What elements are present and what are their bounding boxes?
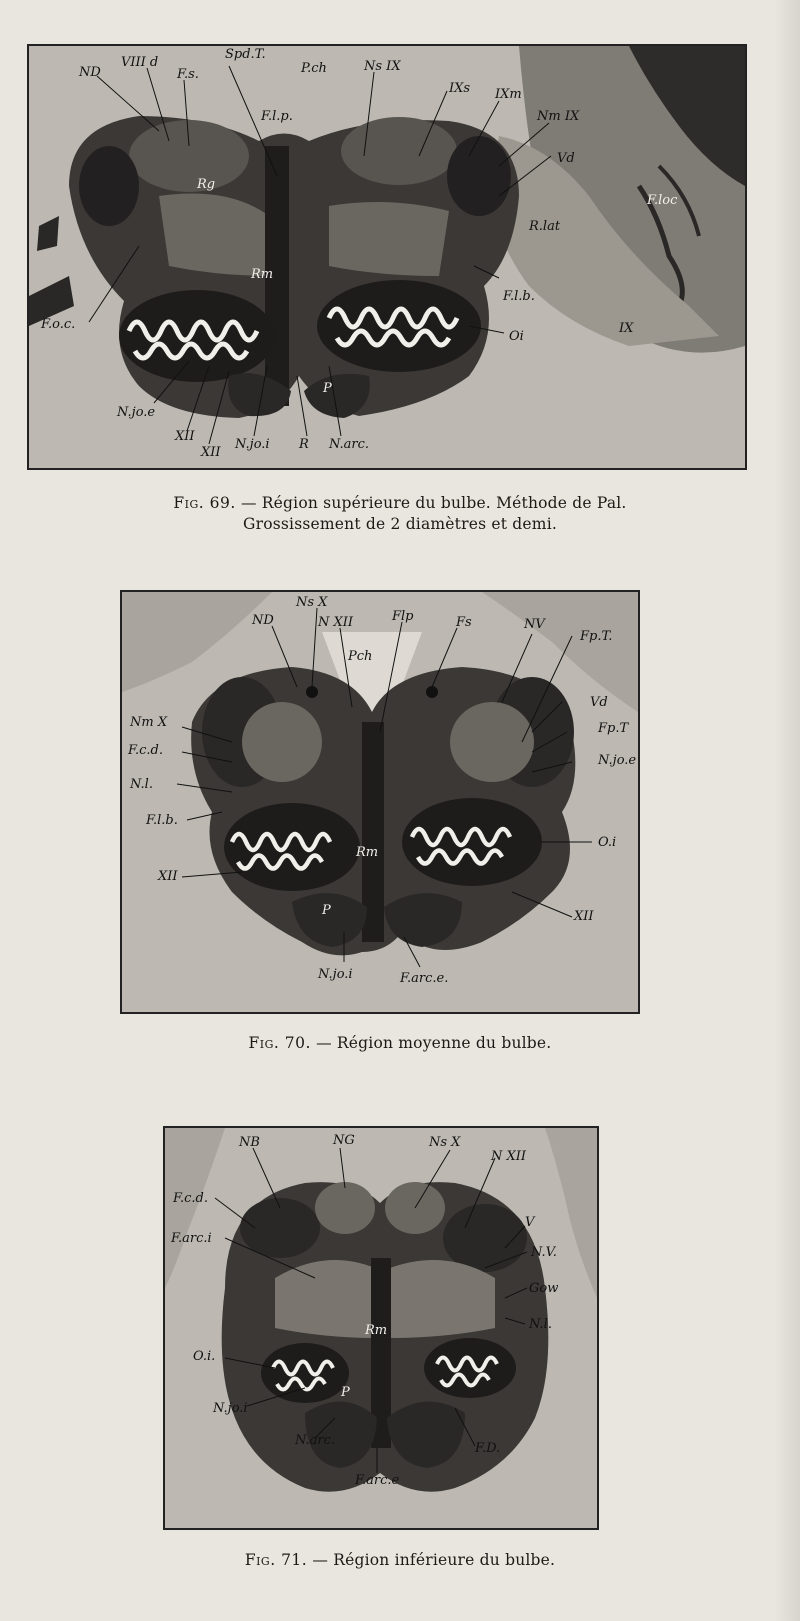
- fig69-label-r: R: [299, 437, 309, 452]
- fig69-caption-line2: Grossissement de 2 diamètres et demi.: [243, 514, 557, 533]
- page-edge-shadow: [774, 0, 800, 1621]
- fig69-label-p: P: [323, 381, 332, 396]
- fig70-label-ns-x: Ns X: [296, 595, 328, 610]
- fig70-label-nl: N.l.: [130, 777, 153, 792]
- fig70-label-nm-x: Nm X: [130, 715, 168, 730]
- fig69-label-floc: F.loc: [647, 193, 678, 208]
- fig71-caption: [0, 1550, 800, 1571]
- fig71-label-fd: F.D.: [475, 1441, 501, 1456]
- fig71-caption-number: Fig. 71.: [244, 1551, 308, 1569]
- fig69-label-rg: Rg: [197, 177, 216, 192]
- fig69-label-rm: Rm: [251, 267, 274, 282]
- fig69-label-foc: F.o.c.: [41, 317, 76, 332]
- fig69-label-n-jo-i: N.jo.i: [235, 437, 270, 452]
- fig71-label-p: P: [341, 1385, 350, 1400]
- fig71-label-rm: Rm: [365, 1323, 388, 1338]
- figure-70: [120, 590, 640, 1014]
- fig69-label-ns-ix: Ns IX: [364, 59, 401, 74]
- fig70-label-xii-right: XII: [574, 909, 594, 924]
- fig70-label-rm: Rm: [356, 845, 379, 860]
- fig70-label-flp: Flp: [392, 609, 414, 624]
- fig70-label-pch: Pch: [348, 649, 373, 664]
- fig71-label-f-arc-e: F.arc.e: [355, 1473, 400, 1488]
- fig71-label-gow: Gow: [529, 1281, 559, 1296]
- fig69-label-ix: IX: [619, 321, 634, 336]
- fig69-label-pch: P.ch: [301, 61, 327, 76]
- fig70-label-fcd: F.c.d.: [128, 743, 163, 758]
- fig71-label-n-xii: N XII: [491, 1149, 527, 1164]
- fig69-caption: [0, 493, 800, 535]
- fig70-caption-text: — Région moyenne du bulbe.: [316, 1034, 552, 1052]
- fig69-label-fs: F.s.: [177, 67, 199, 82]
- fig71-label-ng: NG: [333, 1133, 355, 1148]
- fig69-label-n-jo-e: N.jo.e: [117, 405, 156, 420]
- fig71-label-nl: N.l.: [529, 1317, 552, 1332]
- fig70-label-fp-t-lower: Fp.T: [598, 721, 629, 736]
- fig69-label-nm-ix: Nm IX: [537, 109, 580, 124]
- fig69-label-nd: ND: [79, 65, 101, 80]
- fig69-label-oi: Oi: [509, 329, 524, 344]
- figure-69: [27, 44, 747, 470]
- fig69-label-ixs: IXs: [449, 81, 471, 96]
- fig69-label-flb: F.l.b.: [503, 289, 535, 304]
- fig69-label-xii-b: XII: [201, 445, 221, 460]
- fig71-label-oi: O.i.: [193, 1349, 216, 1364]
- fig69-label-ixm: IXm: [495, 87, 522, 102]
- fig70-label-n-jo-e: N.jo.e: [598, 753, 637, 768]
- fig69-label-r-lat: R.lat: [529, 219, 561, 234]
- fig70-label-nd: ND: [252, 613, 274, 628]
- fig70-label-f-arc-e: F.arc.e.: [400, 971, 449, 986]
- fig69-label-xii-a: XII: [175, 429, 195, 444]
- fig71-label-v: V: [525, 1215, 535, 1230]
- fig70-label-oi: O.i: [598, 835, 617, 850]
- fig70-label-fs: Fs: [456, 615, 472, 630]
- fig71-label-ns-x: Ns X: [429, 1135, 461, 1150]
- fig70-label-xii-left: XII: [158, 869, 178, 884]
- fig69-label-vd: Vd: [557, 151, 575, 166]
- fig69-label-flp: F.l.p.: [261, 109, 293, 124]
- fig71-label-n-arc: N.arc.: [295, 1433, 336, 1448]
- fig69-caption-number: Fig. 69.: [173, 494, 236, 512]
- fig71-label-fcd: F.c.d.: [173, 1191, 208, 1206]
- fig70-caption-number: Fig. 70.: [248, 1034, 311, 1052]
- figure-70-plate: [122, 592, 638, 1012]
- fig69-label-viii-d: VIII d: [121, 55, 159, 70]
- fig70-label-fp-t-upper: Fp.T.: [580, 629, 613, 644]
- figure-71: [163, 1126, 599, 1530]
- fig71-label-n-jo-i: N.jo.i: [213, 1401, 248, 1416]
- fig70-label-vd: Vd: [590, 695, 608, 710]
- fig71-label-nb: NB: [239, 1135, 260, 1150]
- fig71-label-f-arc-i: F.arc.i: [171, 1231, 212, 1246]
- fig70-label-n-xii: N XII: [318, 615, 354, 630]
- fig70-label-nv: NV: [524, 617, 545, 632]
- fig70-label-n-jo-i: N.jo.i: [318, 967, 353, 982]
- fig70-caption: [0, 1033, 800, 1054]
- fig71-label-nv: N.V.: [531, 1245, 557, 1260]
- fig71-caption-text: — Région inférieure du bulbe.: [312, 1551, 556, 1569]
- fig69-caption-text: — Région supérieure du bulbe. Méthode de Pal.: [240, 494, 627, 512]
- fig70-label-p: P: [322, 903, 331, 918]
- fig69-label-n-arc: N.arc.: [329, 437, 370, 452]
- fig70-label-flb: F.l.b.: [146, 813, 178, 828]
- fig69-label-spd-t: Spd.T.: [225, 47, 266, 62]
